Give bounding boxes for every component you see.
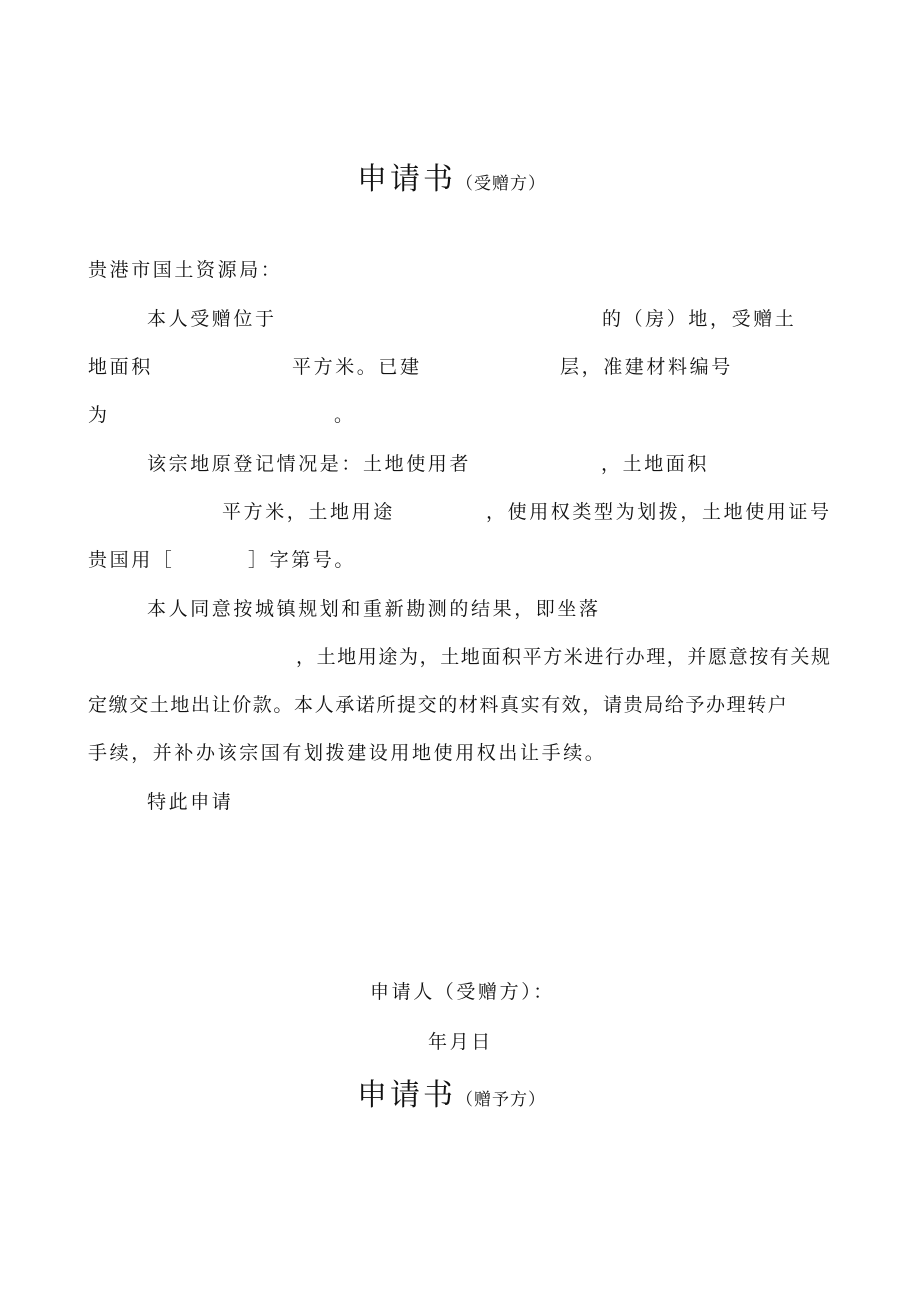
p1-text-g: 。: [334, 404, 356, 426]
p1-text-b: 的（房）地，受赠土: [602, 308, 797, 330]
date-line: 年月日: [428, 1031, 493, 1053]
p2-text-f: ］字第号。: [248, 549, 357, 571]
second-title-main: 申请书: [357, 1078, 456, 1113]
closing-text: 特此申请: [147, 791, 234, 813]
p1-text-d: 平方米。已建: [292, 356, 422, 378]
p1-text-a: 本人受赠位于: [147, 308, 277, 330]
addressee: 贵港市国土资源局：: [88, 259, 283, 281]
p3-text-d: 手续，并补办该宗国有划拨建设用地使用权出让手续。: [88, 742, 607, 764]
p1-text-e: 层，准建材料编号: [560, 356, 733, 378]
title-main: 申请书: [357, 162, 456, 197]
second-title-sub: （赠予方）: [456, 1090, 546, 1110]
p2-text-e: 贵国用［: [88, 549, 175, 571]
title-sub: （受赠方）: [456, 174, 546, 194]
p1-text-c: 地面积: [88, 356, 153, 378]
second-page-title: [357, 1070, 546, 1114]
p1-text-f: 为: [88, 404, 110, 426]
signature-line: 申请人（受赠方）：: [370, 981, 555, 1003]
p3-text-b: ，土地用途为，土地面积平方米进行办理，并愿意按有关规: [296, 646, 832, 668]
p3-text-c: 定缴交土地出让价款。本人承诺所提交的材料真实有效，请贵局给予办理转户: [88, 694, 789, 716]
p3-text-a: 本人同意按城镇规划和重新勘测的结果，即坐落: [147, 598, 601, 620]
p2-text-c: 平方米，土地用途: [222, 501, 395, 523]
p2-text-a: 该宗地原登记情况是：土地使用者: [147, 453, 472, 475]
p2-text-b: ，土地面积: [601, 453, 710, 475]
p2-text-d: ，使用权类型为划拨，土地使用证号: [486, 501, 832, 523]
page-title: [357, 154, 546, 198]
